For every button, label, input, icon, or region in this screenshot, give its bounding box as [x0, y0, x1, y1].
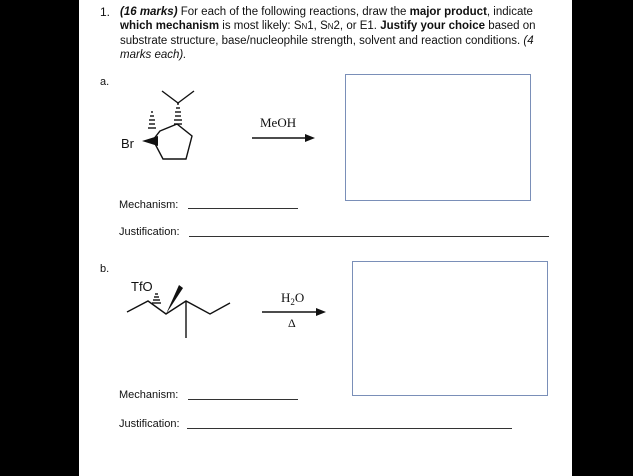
part-b-label: b. [100, 263, 110, 275]
part-a-answer-box[interactable] [345, 74, 531, 201]
part-a-mechanism-line[interactable] [188, 208, 298, 209]
question-text: (16 marks) For each of the following reactions, draw the major product, indicate which mechanism is most likely: SN1, SN2, or E1. Justify your choice based on substrate structure, base/nucleophile strength, solvent and reaction conditions. (4 marks each). [120, 6, 536, 61]
part-a-label: a. [100, 76, 110, 88]
tfo-label: TfO [131, 279, 153, 294]
part-a-mechanism-label: Mechanism: [119, 199, 179, 211]
br-label: Br [121, 136, 134, 151]
part-a-justification-line[interactable] [189, 236, 549, 237]
part-b-mechanism-label: Mechanism: [119, 389, 179, 401]
part-b-justification-label: Justification: [119, 418, 180, 430]
part-a-justification-label: Justification: [119, 226, 180, 238]
part-a-reagent: MeOH [260, 115, 297, 130]
question-number: 1. [100, 5, 111, 19]
part-b-answer-box[interactable] [352, 261, 548, 396]
part-b-justification-line[interactable] [187, 428, 512, 429]
part-b-reagent: $H_2O$ [281, 290, 305, 307]
part-b-heat-symbol: Δ [288, 316, 296, 330]
part-b-mechanism-line[interactable] [188, 399, 298, 400]
